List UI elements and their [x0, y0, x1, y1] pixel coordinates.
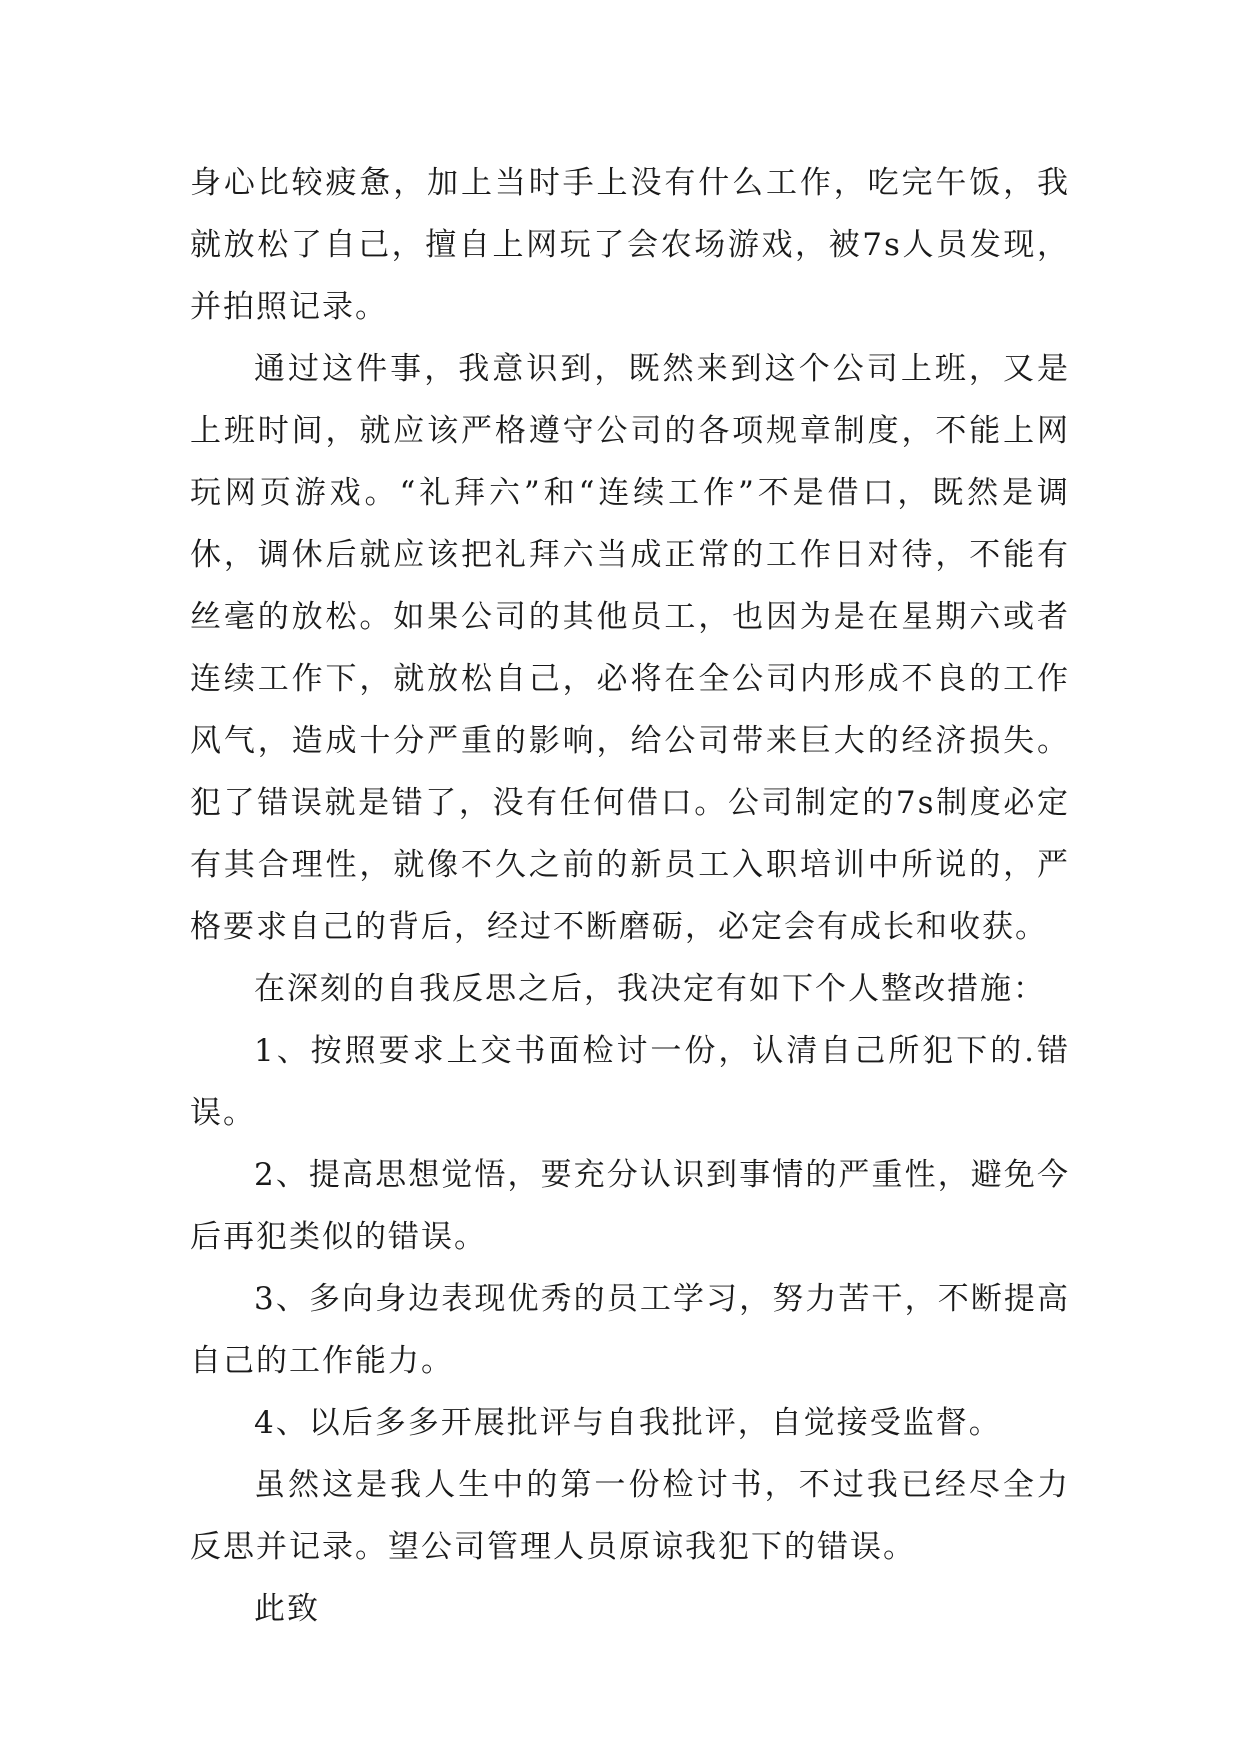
list-item-2: 2、提高思想觉悟，要充分认识到事情的严重性，避免今后再犯类似的错误。	[190, 1157, 1070, 1255]
paragraph-2: 通过这件事，我意识到，既然来到这个公司上班，又是上班时间，就应该严格遵守公司的各项规章制度，不能上网玩网页游戏。“礼拜六”和“连续工作”不是借口，既然是调休，调休后就应该把礼拜六当成正常的工作日对待，不能有丝毫的放松。如果公司的其他员工，也因为是在星期六或者连续工作下，就放松自己，必将在全公司内形成不良的工作风气，造成十分严重的影响，给公司带来巨大的经济损失。犯了错误就是错了，没有任何借口。公司制定的7s制度必定有其合理性，就像不久之前的新员工入职培训中所说的，严格要求自己的背后，经过不断磨砺，必定会有成长和收获。	[190, 351, 1070, 945]
document-body	[190, 152, 1070, 1640]
paragraph-closing: 虽然这是我人生中的第一份检讨书，不过我已经尽全力反思并记录。望公司管理人员原谅我犯下的错误。	[190, 1467, 1070, 1565]
list-item-4: 4、以后多多开展批评与自我批评，自觉接受监督。	[254, 1405, 1002, 1441]
paragraph-3: 在深刻的自我反思之后，我决定有如下个人整改措施：	[254, 971, 1046, 1007]
paragraph-1: 身心比较疲惫，加上当时手上没有什么工作，吃完午饭，我就放松了自己，擅自上网玩了会农场游戏，被7s人员发现，并拍照记录。	[190, 165, 1070, 325]
salutation: 此致	[254, 1591, 320, 1627]
list-item-1: 1、按照要求上交书面检讨一份，认清自己所犯下的.错误。	[190, 1033, 1070, 1131]
list-item-3: 3、多向身边表现优秀的员工学习，努力苦干，不断提高自己的工作能力。	[190, 1281, 1070, 1379]
